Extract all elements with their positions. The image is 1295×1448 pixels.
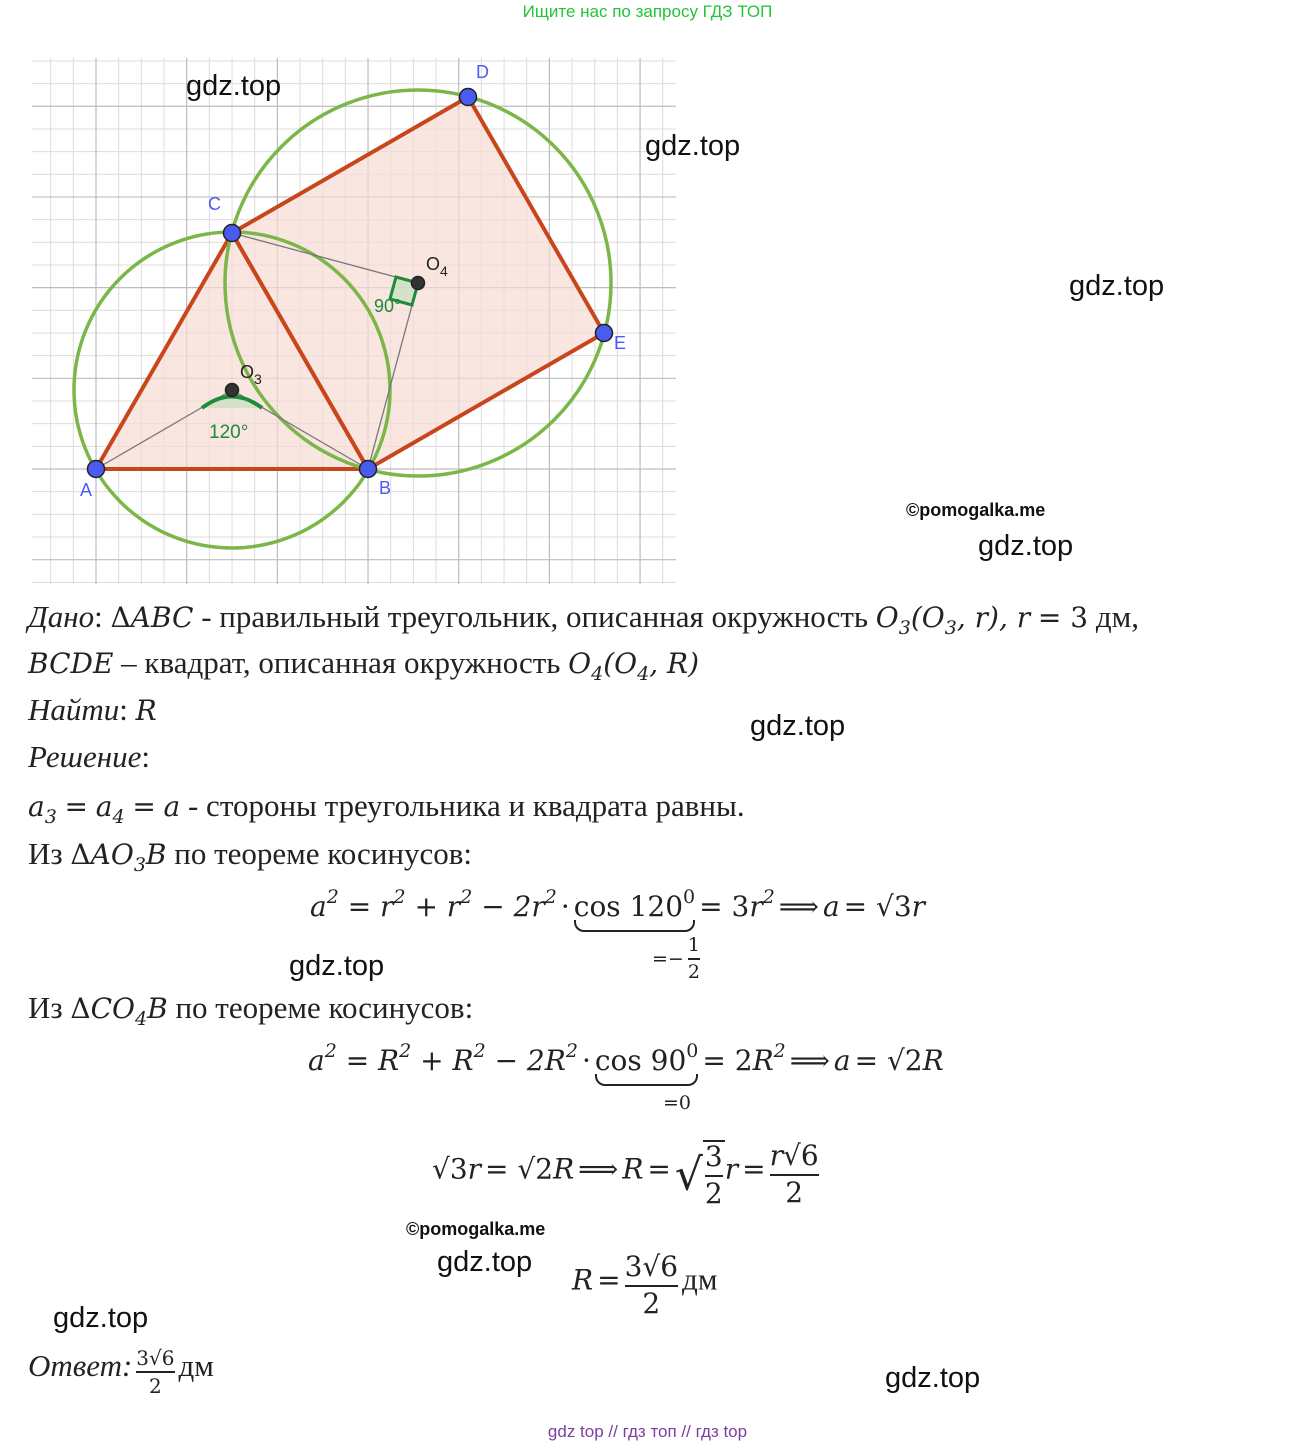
result-unit: дм [682, 1261, 718, 1297]
solution-line: Решение: [28, 739, 150, 774]
footer-links[interactable]: gdz top // гдз топ // гдз top [547, 1422, 748, 1441]
equation-3: √3r = √2R ⟹ R = √ $\frac{3}{2}$ r = $\frac{r√6}{2}$ [432, 1139, 819, 1210]
answer-unit: дм [178, 1348, 214, 1383]
given-line-2: BCDE – квадрат, описанная окружность $O_4(O_4$, R) [28, 645, 700, 685]
point-o4 [412, 277, 425, 290]
from-cob-line: Из $\Delta CO_4B$ по теореме косинусов: [28, 990, 474, 1030]
point-b [360, 461, 377, 478]
label-e: E [614, 333, 627, 353]
label-o3: $O_3$ [240, 362, 262, 387]
sides-text: - стороны треугольника и квадрата равны. [187, 788, 745, 823]
answer-line: Ответ: $\frac{3√6}{2}$ дм [28, 1346, 214, 1399]
point-a [88, 461, 105, 478]
top-banner[interactable]: Ищите нас по запросу ГДЗ ТОП [522, 2, 773, 21]
equation-1: $a^2 = r^2 + r^2 - 2r^2 \cdot \cos 120^0$ = $3r^2$ ⟹ a = √3r [310, 886, 925, 923]
find-label: Найти [28, 692, 120, 727]
watermark: gdz.top [53, 1302, 149, 1334]
label-o4: $O_4$ [426, 254, 448, 279]
label-d: D [476, 62, 489, 82]
given-text-2: – квадрат, описанная окружность [121, 645, 561, 680]
watermark: gdz.top [750, 710, 846, 742]
watermark: gdz.top [645, 130, 741, 162]
point-c [224, 225, 241, 242]
label-c: C [208, 194, 221, 214]
label-b: B [379, 478, 392, 498]
answer-label: Ответ: [28, 1348, 133, 1383]
geometry-figure [0, 0, 700, 600]
angle-90-label: 90° [374, 296, 402, 316]
watermark: gdz.top [437, 1246, 533, 1278]
label-a: A [80, 480, 93, 500]
angle-120-label: 120° [209, 422, 249, 443]
point-d [460, 89, 477, 106]
given-text-1: - правильный треугольник, описанная окружность [201, 599, 869, 634]
watermark: gdz.top [1069, 270, 1165, 302]
point-o3 [226, 384, 239, 397]
given-line-1: Дано: ΔABC - правильный треугольник, описанная окружность $O_3(O_3$, r), r = 3 дм, [28, 599, 1139, 639]
solution-label: Решение [28, 739, 142, 774]
brace-label-2: =0 [663, 1092, 692, 1114]
point-e [596, 325, 613, 342]
watermark: gdz.top [186, 70, 282, 102]
watermark: gdz.top [885, 1362, 981, 1394]
copyright: ©pomogalka.me [406, 1219, 546, 1239]
watermark: gdz.top [289, 950, 385, 982]
equation-2: $a^2 = R^2 + R^2 - 2R^2 \cdot \cos 90^0$ = $2R^2$ ⟹ a = √2R [308, 1040, 944, 1077]
copyright: ©pomogalka.me [906, 500, 1046, 520]
watermark: gdz.top [978, 530, 1074, 562]
given-label: Дано [28, 599, 95, 634]
result-equation: R = $\frac{3√6}{2}$ дм [572, 1250, 718, 1320]
given-text-1-tail: дм, [1095, 599, 1139, 634]
sides-line: $a_3 = a_4 = a$ - стороны треугольника и квадрата равны. [28, 788, 745, 828]
brace-label-1: =− $\frac{1}{2}$ [652, 934, 700, 983]
from-aob-line: Из $\Delta AO_3B$ по теореме косинусов: [28, 836, 472, 876]
find-line: Найти: R [28, 692, 157, 727]
